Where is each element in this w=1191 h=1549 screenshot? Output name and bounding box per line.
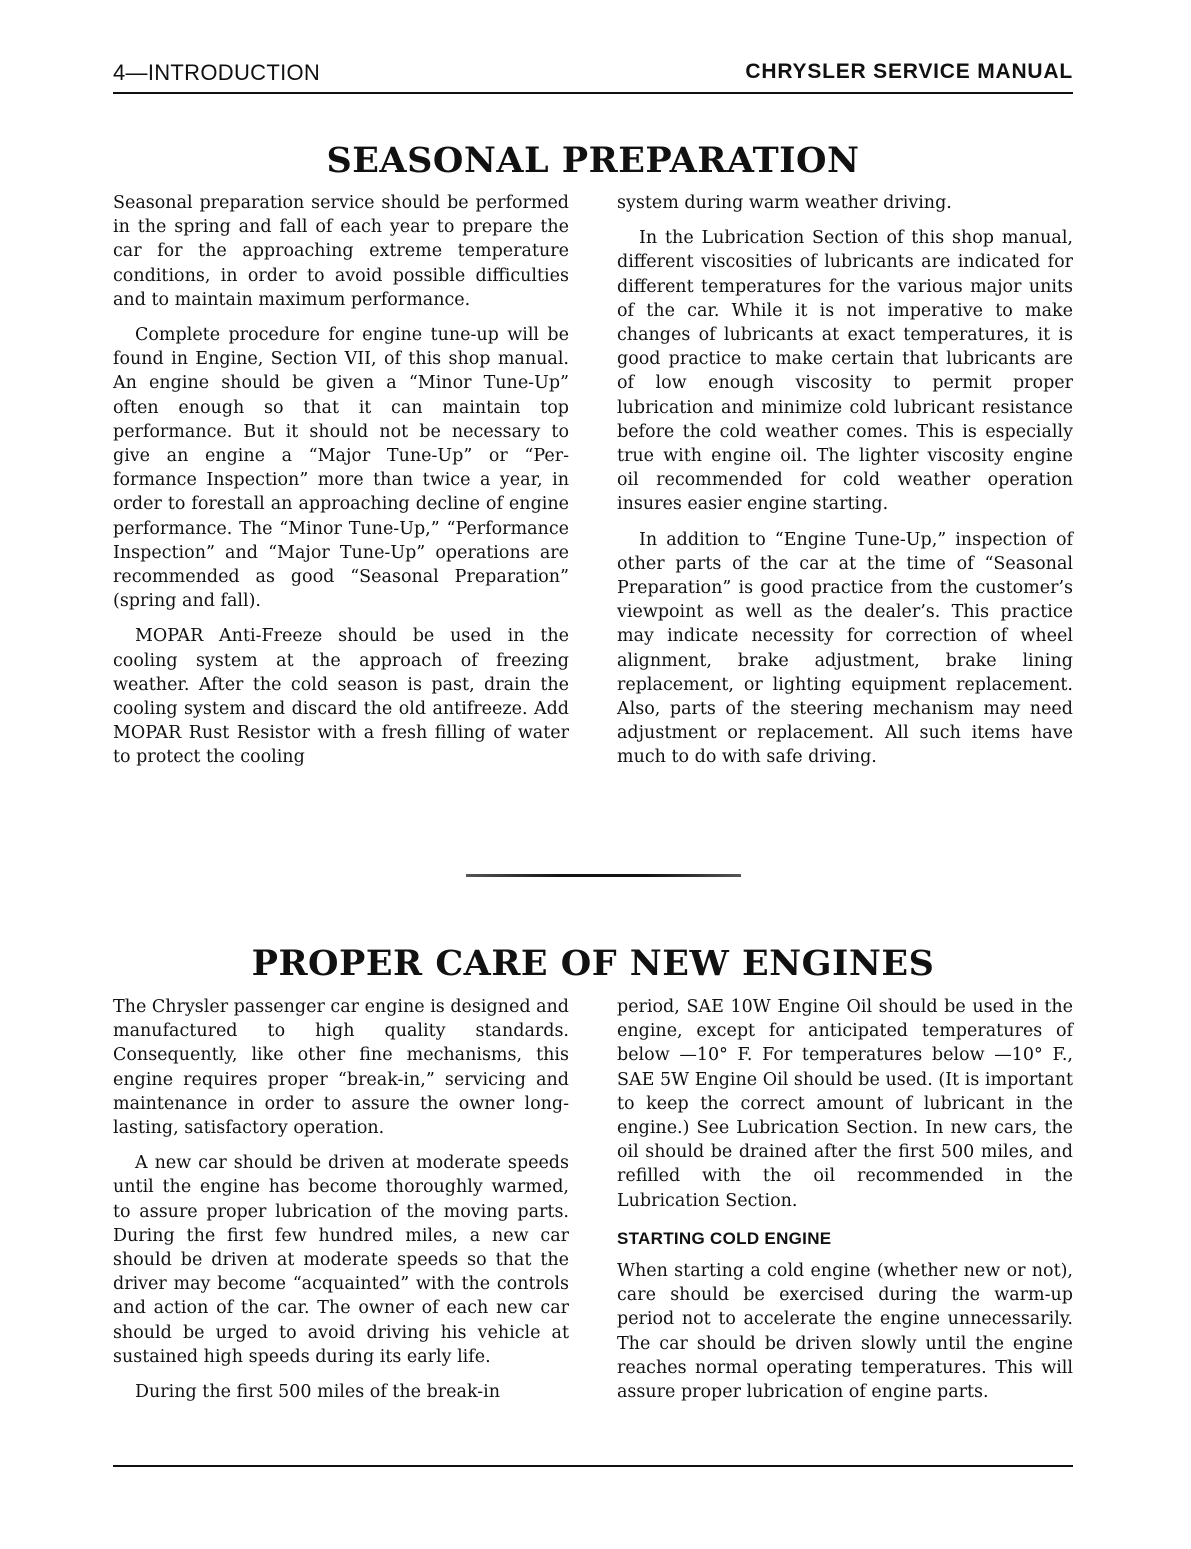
footer-rule [113, 1465, 1073, 1467]
paragraph: When starting a cold engine (whether new or not), care should be exercised during the warm-up period not to accelerate the engine unnecessarily. The car should be driven slowly until the engine reaches normal operating temperatures. This will assure proper lubrication of engine parts. [617, 1261, 1073, 1403]
paragraph: In addition to “Engine Tune-Up,” inspection of other parts of the car at the time of “Seasonal Preparation” is good practice from the customer’s viewpoint as well as the dealer’s. This practice may indicate necessity for correction of wheel alignment, brake adjustment, brake lining replacement, or lighting equipment replacement. Also, parts of the steering mechanism may need adjustment or replacement. All such items have much to do with safe driving. [617, 529, 1073, 768]
paragraph: Complete procedure for engine tune-up will be found in Engine, Section VII, of this shop manual. An engine should be given a “Minor Tune-Up” often enough so that it can maintain top performance. But it should not be necessary to give an engine a “Major Tune-Up” or “Performance Inspection” more than twice a year, in order to forestall an approaching decline of engine performance. The “Minor Tune-Up,” “Performance Inspection” and “Major Tune-Up” operations are recommended as good “Seasonal Preparation” (spring and fall). [113, 325, 569, 612]
engines-left-column [113, 995, 569, 1415]
seasonal-left-column [113, 191, 569, 781]
section-divider [466, 874, 741, 877]
paragraph: In the Lubrication Section of this shop manual, different viscosities of lubricants are indicated for different temperatures for the various major units of the car. While it is not imperative to make changes of lubricants at exact temperatures, it is good practice to make certain that lubricants are of low enough viscosity to permit proper lubrication and minimize cold lubricant resistance before the cold weather comes. This is especially true with engine oil. The lighter viscosity engine oil recommended for cold weather operation insures easier engine starting. [617, 228, 1073, 515]
paragraph: system during warm weather driving. [617, 193, 952, 213]
paragraph: The Chrysler passenger car engine is designed and manufactured to high quality standards. Consequently, like other fine mechanisms, this engine requires proper “break-in,” servicing and maintenance in order to assure the owner long-lasting, satisfactory operation. [113, 997, 569, 1139]
header-rule [113, 92, 1073, 94]
page-section-label: 4—INTRODUCTION [113, 60, 321, 85]
paragraph: Seasonal preparation service should be performed in the spring and fall of each year to prepare the car for the approaching extreme temperature conditions, in order to avoid possible difficulties and to maintain maximum performance. [113, 193, 569, 310]
paragraph: A new car should be driven at moderate speeds until the engine has become thoroughly warmed, to assure proper lubrication of the moving parts. During the first few hundred miles, a new car should be driven at moderate speeds so that the driver may become “acquainted” with the controls and action of the car. The owner of each new car should be urged to avoid driving his vehicle at sustained high speeds during its early life. [113, 1153, 569, 1367]
paragraph: MOPAR Anti-Freeze should be used in the cooling system at the approach of freezing weather. After the cold season is past, drain the cooling system and discard the old antifreeze. Add MOPAR Rust Resistor with a fresh filling of water to protect the cooling [113, 626, 569, 768]
starting-cold-engine-heading: STARTING COLD ENGINE [617, 1228, 832, 1248]
paragraph: period, SAE 10W Engine Oil should be used in the engine, except for anticipated temperatures of below —10° F. For temperatures below —10° F., SAE 5W Engine Oil should be used. (It is important to keep the correct amount of lubricant in the engine.) See Lubrication Section. In new cars, the oil should be drained after the first 500 miles, and refilled with the oil recommended in the Lubrication Section. [617, 997, 1073, 1211]
seasonal-preparation-title: SEASONAL PREPARATION [326, 140, 860, 181]
manual-title: CHRYSLER SERVICE MANUAL [745, 60, 1073, 83]
engines-right-column [617, 995, 1073, 1415]
new-engines-title: PROPER CARE OF NEW ENGINES [251, 943, 935, 984]
paragraph: During the first 500 miles of the break-in [135, 1382, 501, 1403]
seasonal-right-column [617, 191, 1073, 781]
